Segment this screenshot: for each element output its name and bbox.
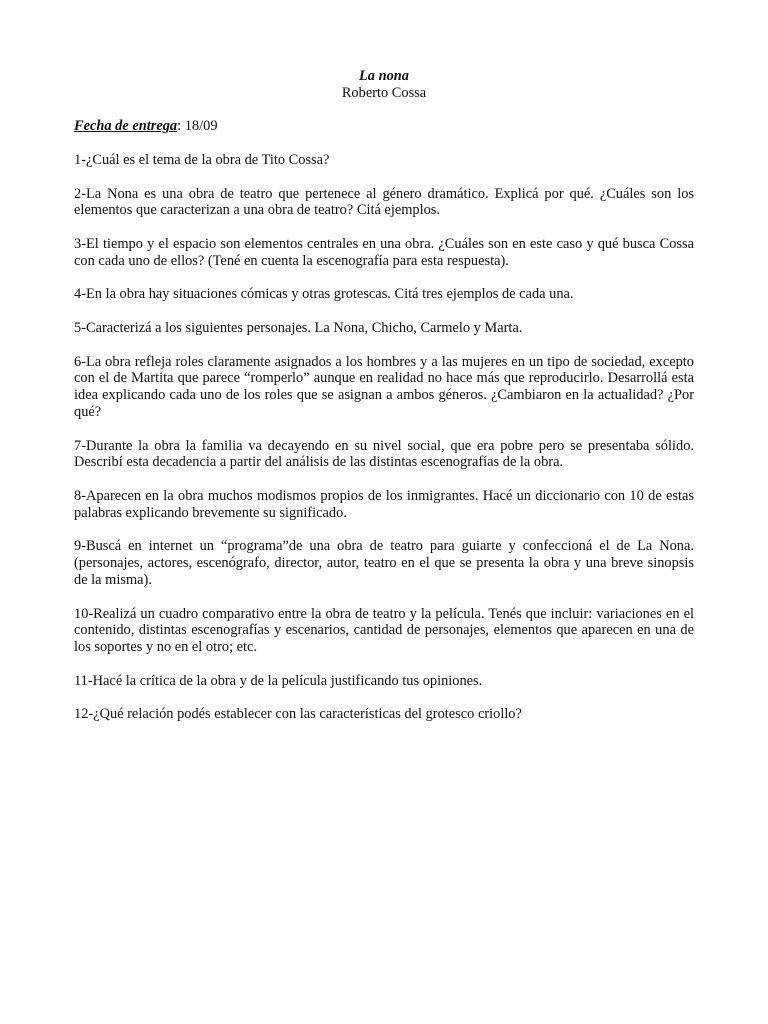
question-7: 7-Durante la obra la familia va decayendo en su nivel social, que era pobre pero se presentaba sólido. Describí esta decadencia a partir del análisis de las distintas escenografías de la obra. [74, 437, 694, 471]
document-title: La nona [359, 68, 409, 84]
question-8: 8-Aparecen en la obra muchos modismos propios de los inmigrantes. Hacé un diccionario con 10 de estas palabras explicando brevemente su significado. [74, 487, 694, 521]
question-12: 12-¿Qué relación podés establecer con las características del grotesco criollo? [74, 706, 522, 723]
question-6: 6-La obra refleja roles claramente asignados a los hombres y a las mujeres en un tipo de sociedad, excepto con el de Martita que parece “romperlo” aunque en realidad no hace más que reproducirlo. Desarrollá esta idea explicando cada uno de los roles que se asignan a ambos géneros. ¿Cambiaron en la actualidad? ¿Por qué? [74, 353, 694, 420]
question-4: 4-En la obra hay situaciones cómicas y otras grotescas. Citá tres ejemplos de cada una. [74, 286, 574, 303]
question-9: 9-Buscá en internet un “programa”de una obra de teatro para guiarte y confeccioná el de La Nona. (personajes, actores, escenógrafo, director, autor, teatro en el que se presenta la obra y una breve sinopsis de la misma). [74, 538, 694, 588]
due-date-value: 18/09 [184, 118, 218, 135]
due-date-separator: : [177, 118, 185, 135]
due-date-line [74, 118, 694, 135]
question-1: 1-¿Cuál es el tema de la obra de Tito Cossa? [74, 151, 330, 168]
question-10: 10-Realizá un cuadro comparativo entre la obra de teatro y la película. Tenés que incluir: variaciones en el contenido, distintas escenografías y escenarios, cantidad de personajes, elementos que aparecen en una de los soportes y no en el otro; etc. [74, 605, 694, 656]
question-2: 2-La Nona es una obra de teatro que pertenece al género dramático. Explicá por qué. ¿Cuáles son los elementos que caracterizan a una obra de teatro? Citá ejemplos. [74, 185, 694, 219]
document-author: Roberto Cossa [341, 84, 427, 101]
question-11: 11-Hacé la crítica de la obra y de la película justificando tus opiniones. [74, 672, 483, 689]
due-date-label: Fecha de entrega [74, 118, 178, 135]
question-5: 5-Caracterizá a los siguientes personajes. La Nona, Chicho, Carmelo y Marta. [74, 319, 523, 336]
question-3: 3-El tiempo y el espacio son elementos centrales en una obra. ¿Cuáles son en este caso y qué busca Cossa con cada uno de ellos? (Tené en cuenta la escenografía para esta respuesta). [74, 235, 694, 269]
document-page [74, 68, 694, 723]
